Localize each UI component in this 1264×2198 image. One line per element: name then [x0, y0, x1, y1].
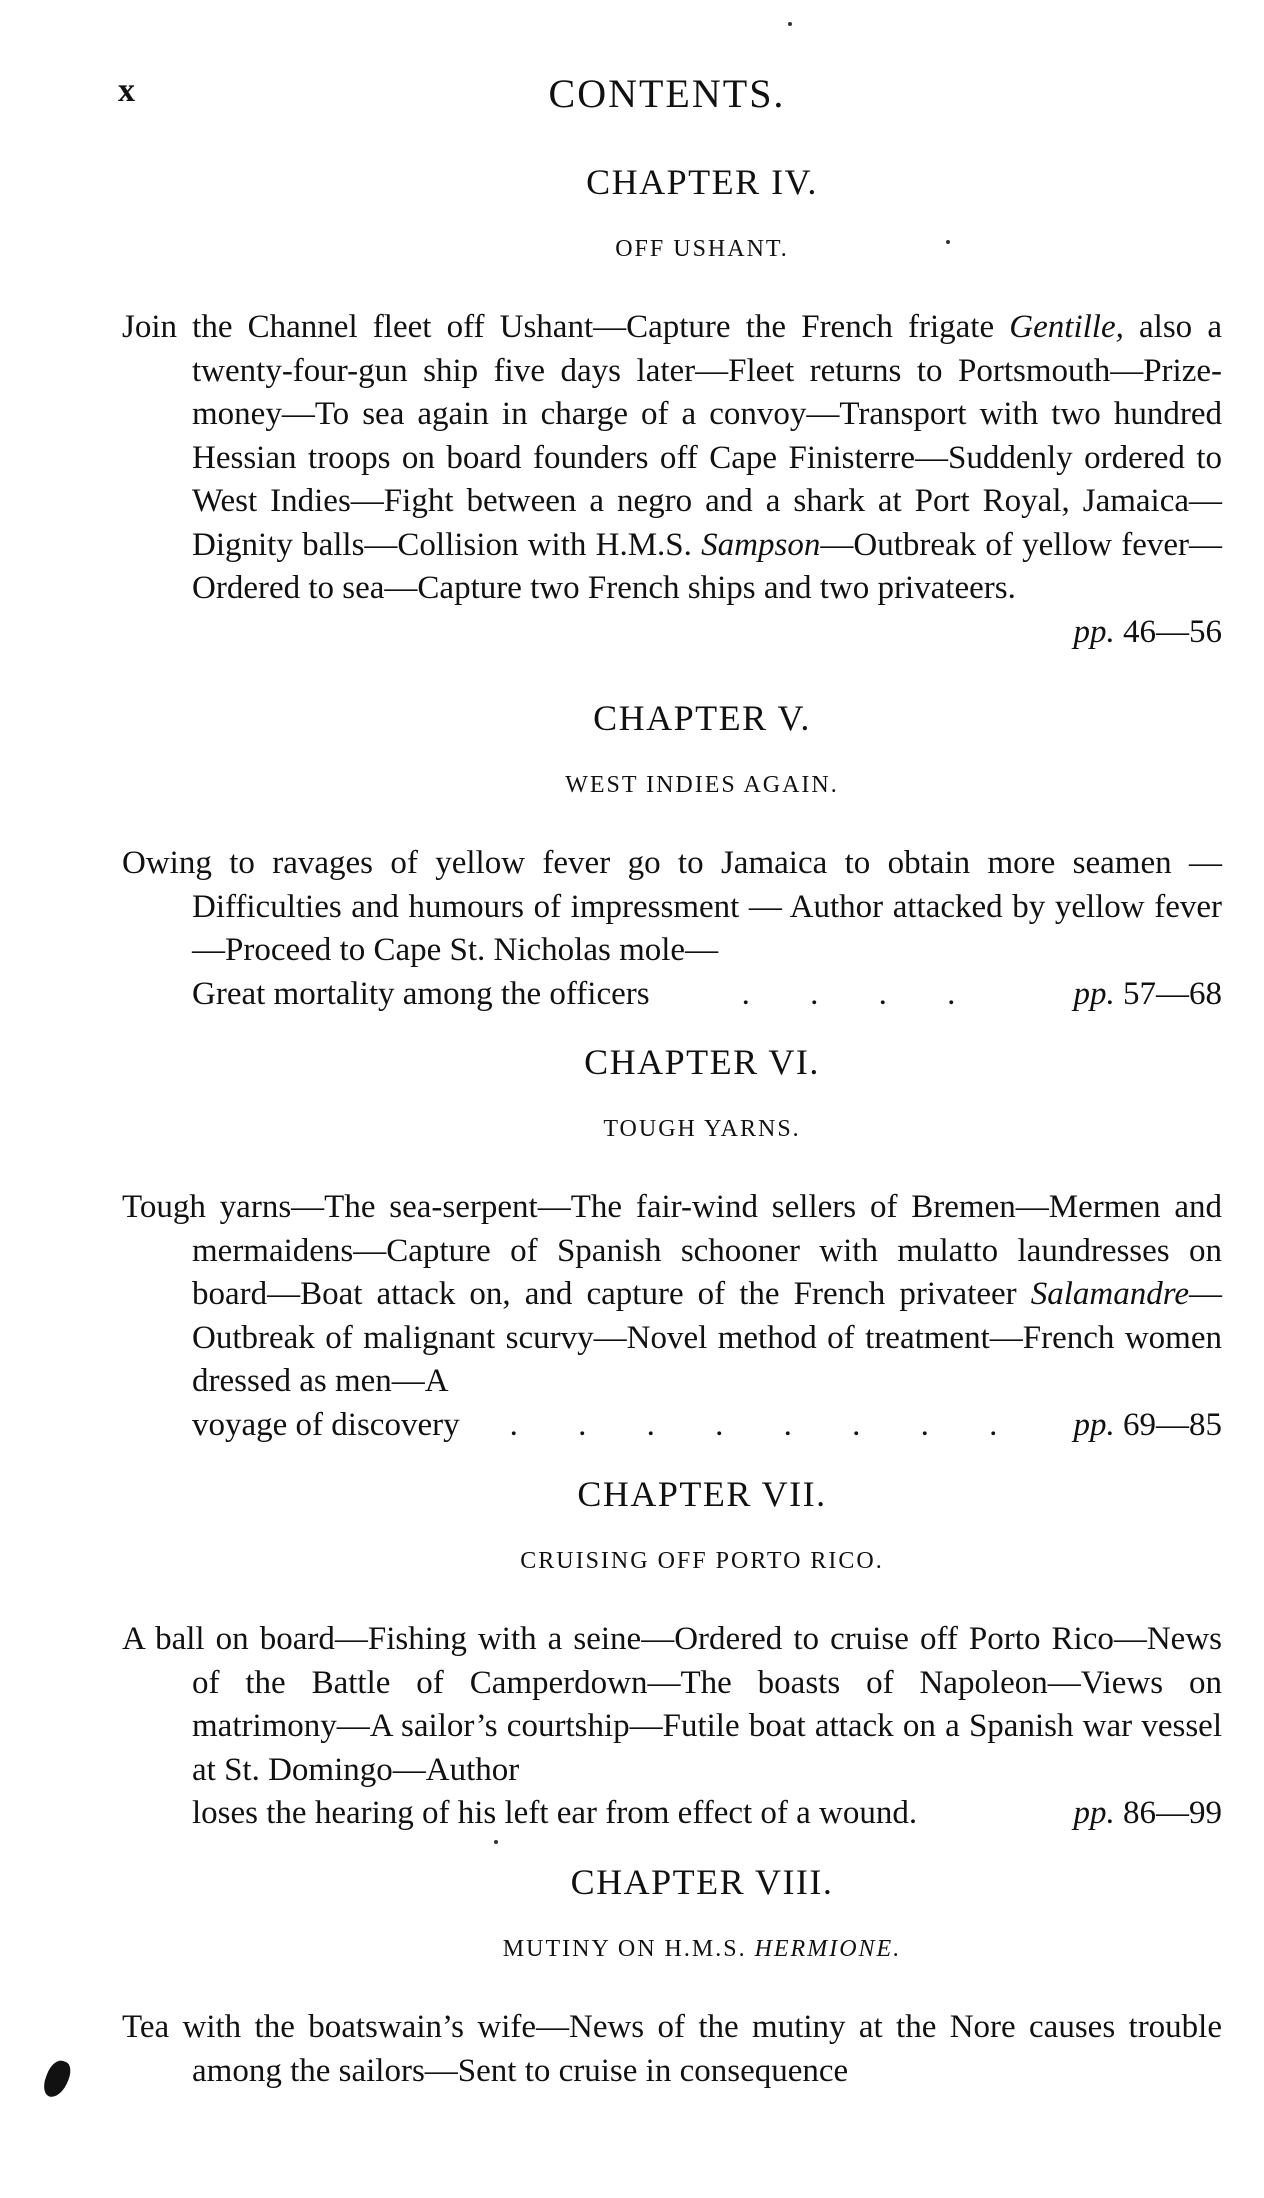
chapter-number: CHAPTER V.	[593, 698, 811, 738]
summary-last-line: Great mortality among the officers . . . . pp. 57—68	[192, 975, 1222, 1012]
page-range: pp. 46—56	[1073, 613, 1222, 650]
paper-speck	[946, 240, 950, 244]
chapter-summary: Join the Channel fleet off Ushant—Capture the French frigate Gentille, also a twenty-four-gun ship five days later—Fleet returns to Portsmouth—Prize-money—To sea again in charge of a convoy—Transport with two hundred Hessian troops on board founders off Cape Finisterre—Suddenly ordered to West Indies—Fight between a negro and a shark at Port Royal, Jamaica—Dignity balls—Collision with H.M.S. Sampson—Outbreak of yellow fever—Ordered to sea—Capture two French ships and two privateers.	[122, 309, 1222, 606]
chapter-summary: Tea with the boatswain’s wife—News of the mutiny at the Nore causes trouble among the sailors—Sent to cruise in consequence	[122, 2009, 1222, 2089]
chapter-number: CHAPTER VIII.	[570, 1862, 834, 1902]
summary-last-line: loses the hearing of his left ear from effect of a wound. pp. 86—99	[192, 1795, 1222, 1831]
chapter-vi	[122, 1040, 1222, 1447]
summary-last-line: voyage of discovery . . . . . . . . pp. 69—85	[192, 1406, 1222, 1443]
chapter-number: CHAPTER IV.	[586, 162, 818, 202]
running-head: CONTENTS.	[548, 71, 786, 116]
chapter-summary: Owing to ravages of yellow fever go to Jamaica to obtain more seamen — Difficulties and humours of impressment — Author attacked by yellow fever—Proceed to Cape St. Nicholas mole— Great mortality among the officers . . . . pp. 57—68	[122, 842, 1222, 1016]
chapter-number: CHAPTER VI.	[584, 1042, 820, 1082]
chapter-title: WEST INDIES AGAIN.	[565, 772, 839, 798]
chapter-summary: A ball on board—Fishing with a seine—Ordered to cruise off Porto Rico—News of the Battle of Camperdown—The boasts of Napoleon—Views on matrimony—A sailor’s courtship—Futile boat attack on a Spanish war vessel at St. Domingo—Author loses the hearing of his left ear from effect of a wound. pp. 86—99	[122, 1618, 1222, 1836]
chapter-summary: Tough yarns—The sea-serpent—The fair-wind sellers of Bremen—Mermen and mermaidens—Capture of Spanish schooner with mulatto laundresses on board—Boat attack on, and capture of the French privateer Salamandre—Outbreak of malignant scurvy—Novel method of treatment—French women dressed as men—A voyage of discovery . . . . . . . . pp. 69—85	[122, 1186, 1222, 1447]
page-number: x	[118, 72, 135, 109]
chapter-iv	[122, 160, 1222, 654]
chapter-title: MUTINY ON H.M.S. HERMIONE.	[502, 1936, 902, 1962]
chapter-viii	[122, 1860, 1222, 2093]
chapter-title: CRUISING OFF PORTO RICO.	[520, 1548, 884, 1574]
chapter-title: OFF USHANT.	[615, 236, 789, 262]
chapter-number: CHAPTER VII.	[577, 1474, 827, 1514]
ink-blot	[40, 2057, 74, 2100]
paper-speck	[788, 22, 792, 26]
chapter-vii	[122, 1472, 1222, 1836]
paper-speck	[494, 1840, 498, 1844]
chapter-title: TOUGH YARNS.	[603, 1116, 801, 1142]
chapter-v	[122, 696, 1222, 1016]
